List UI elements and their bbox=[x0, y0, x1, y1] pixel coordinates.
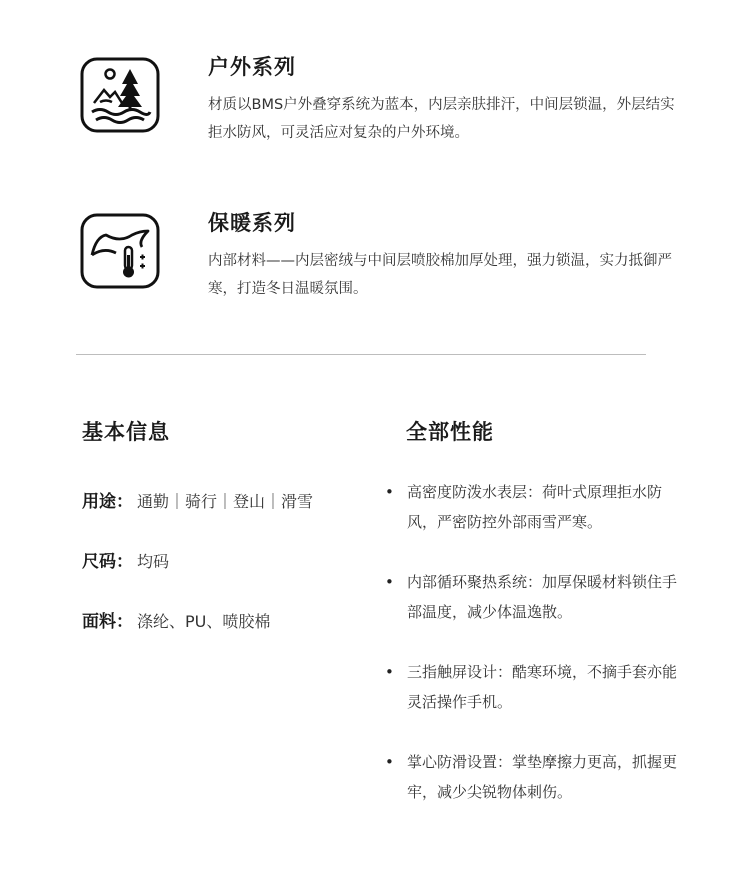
features-title: 全部性能 bbox=[406, 420, 494, 444]
feature-item bbox=[385, 477, 686, 537]
feature-text: 三指触屏设计：酷寒环境，不摘手套亦能灵活操作手机。 bbox=[407, 663, 678, 711]
bullet-icon: • bbox=[385, 573, 394, 591]
section-divider bbox=[76, 354, 646, 355]
feature-text: 掌心防滑设置：掌垫摩擦力更高，抓握更牢，减少尖锐物体刺伤。 bbox=[407, 753, 678, 801]
size-row bbox=[82, 547, 169, 572]
size-label: 尺码： bbox=[82, 552, 133, 572]
feature-item bbox=[385, 657, 686, 717]
material-label: 面料： bbox=[82, 612, 133, 632]
feature-text: 高密度防泼水表层：荷叶式原理拒水防风，严密防控外部雨雪严寒。 bbox=[407, 483, 663, 531]
warm-desc: 内部材料——内层密绒与中间层喷胶棉加厚处理，强力锁温，实力抵御严寒，打造冬日温暖氛围。 bbox=[208, 253, 672, 297]
material-value: 涤纶、PU、喷胶棉 bbox=[137, 612, 271, 631]
material-row bbox=[82, 607, 270, 632]
forest-wave-icon bbox=[80, 57, 160, 137]
feature-text: 内部循环聚热系统：加厚保暖材料锁住手部温度，减少体温逸散。 bbox=[407, 573, 678, 621]
bullet-icon: • bbox=[385, 483, 394, 501]
usage-label: 用途： bbox=[82, 492, 133, 512]
size-value: 均码 bbox=[137, 552, 170, 571]
bullet-icon: • bbox=[385, 753, 394, 771]
usage-row bbox=[82, 487, 313, 512]
wind-thermometer-icon bbox=[80, 213, 160, 293]
basic-info-title: 基本信息 bbox=[82, 420, 170, 444]
usage-value: 通勤｜骑行｜登山｜滑雪 bbox=[137, 492, 314, 511]
feature-item bbox=[385, 567, 686, 627]
bullet-icon: • bbox=[385, 663, 394, 681]
feature-item bbox=[385, 747, 686, 807]
outdoor-desc: 材质以BMS户外叠穿系统为蓝本，内层亲肤排汗，中间层锁温，外层结实拒水防风，可灵活应对复杂的户外环境。 bbox=[208, 97, 675, 141]
warm-title: 保暖系列 bbox=[208, 211, 296, 235]
outdoor-title: 户外系列 bbox=[208, 55, 296, 79]
